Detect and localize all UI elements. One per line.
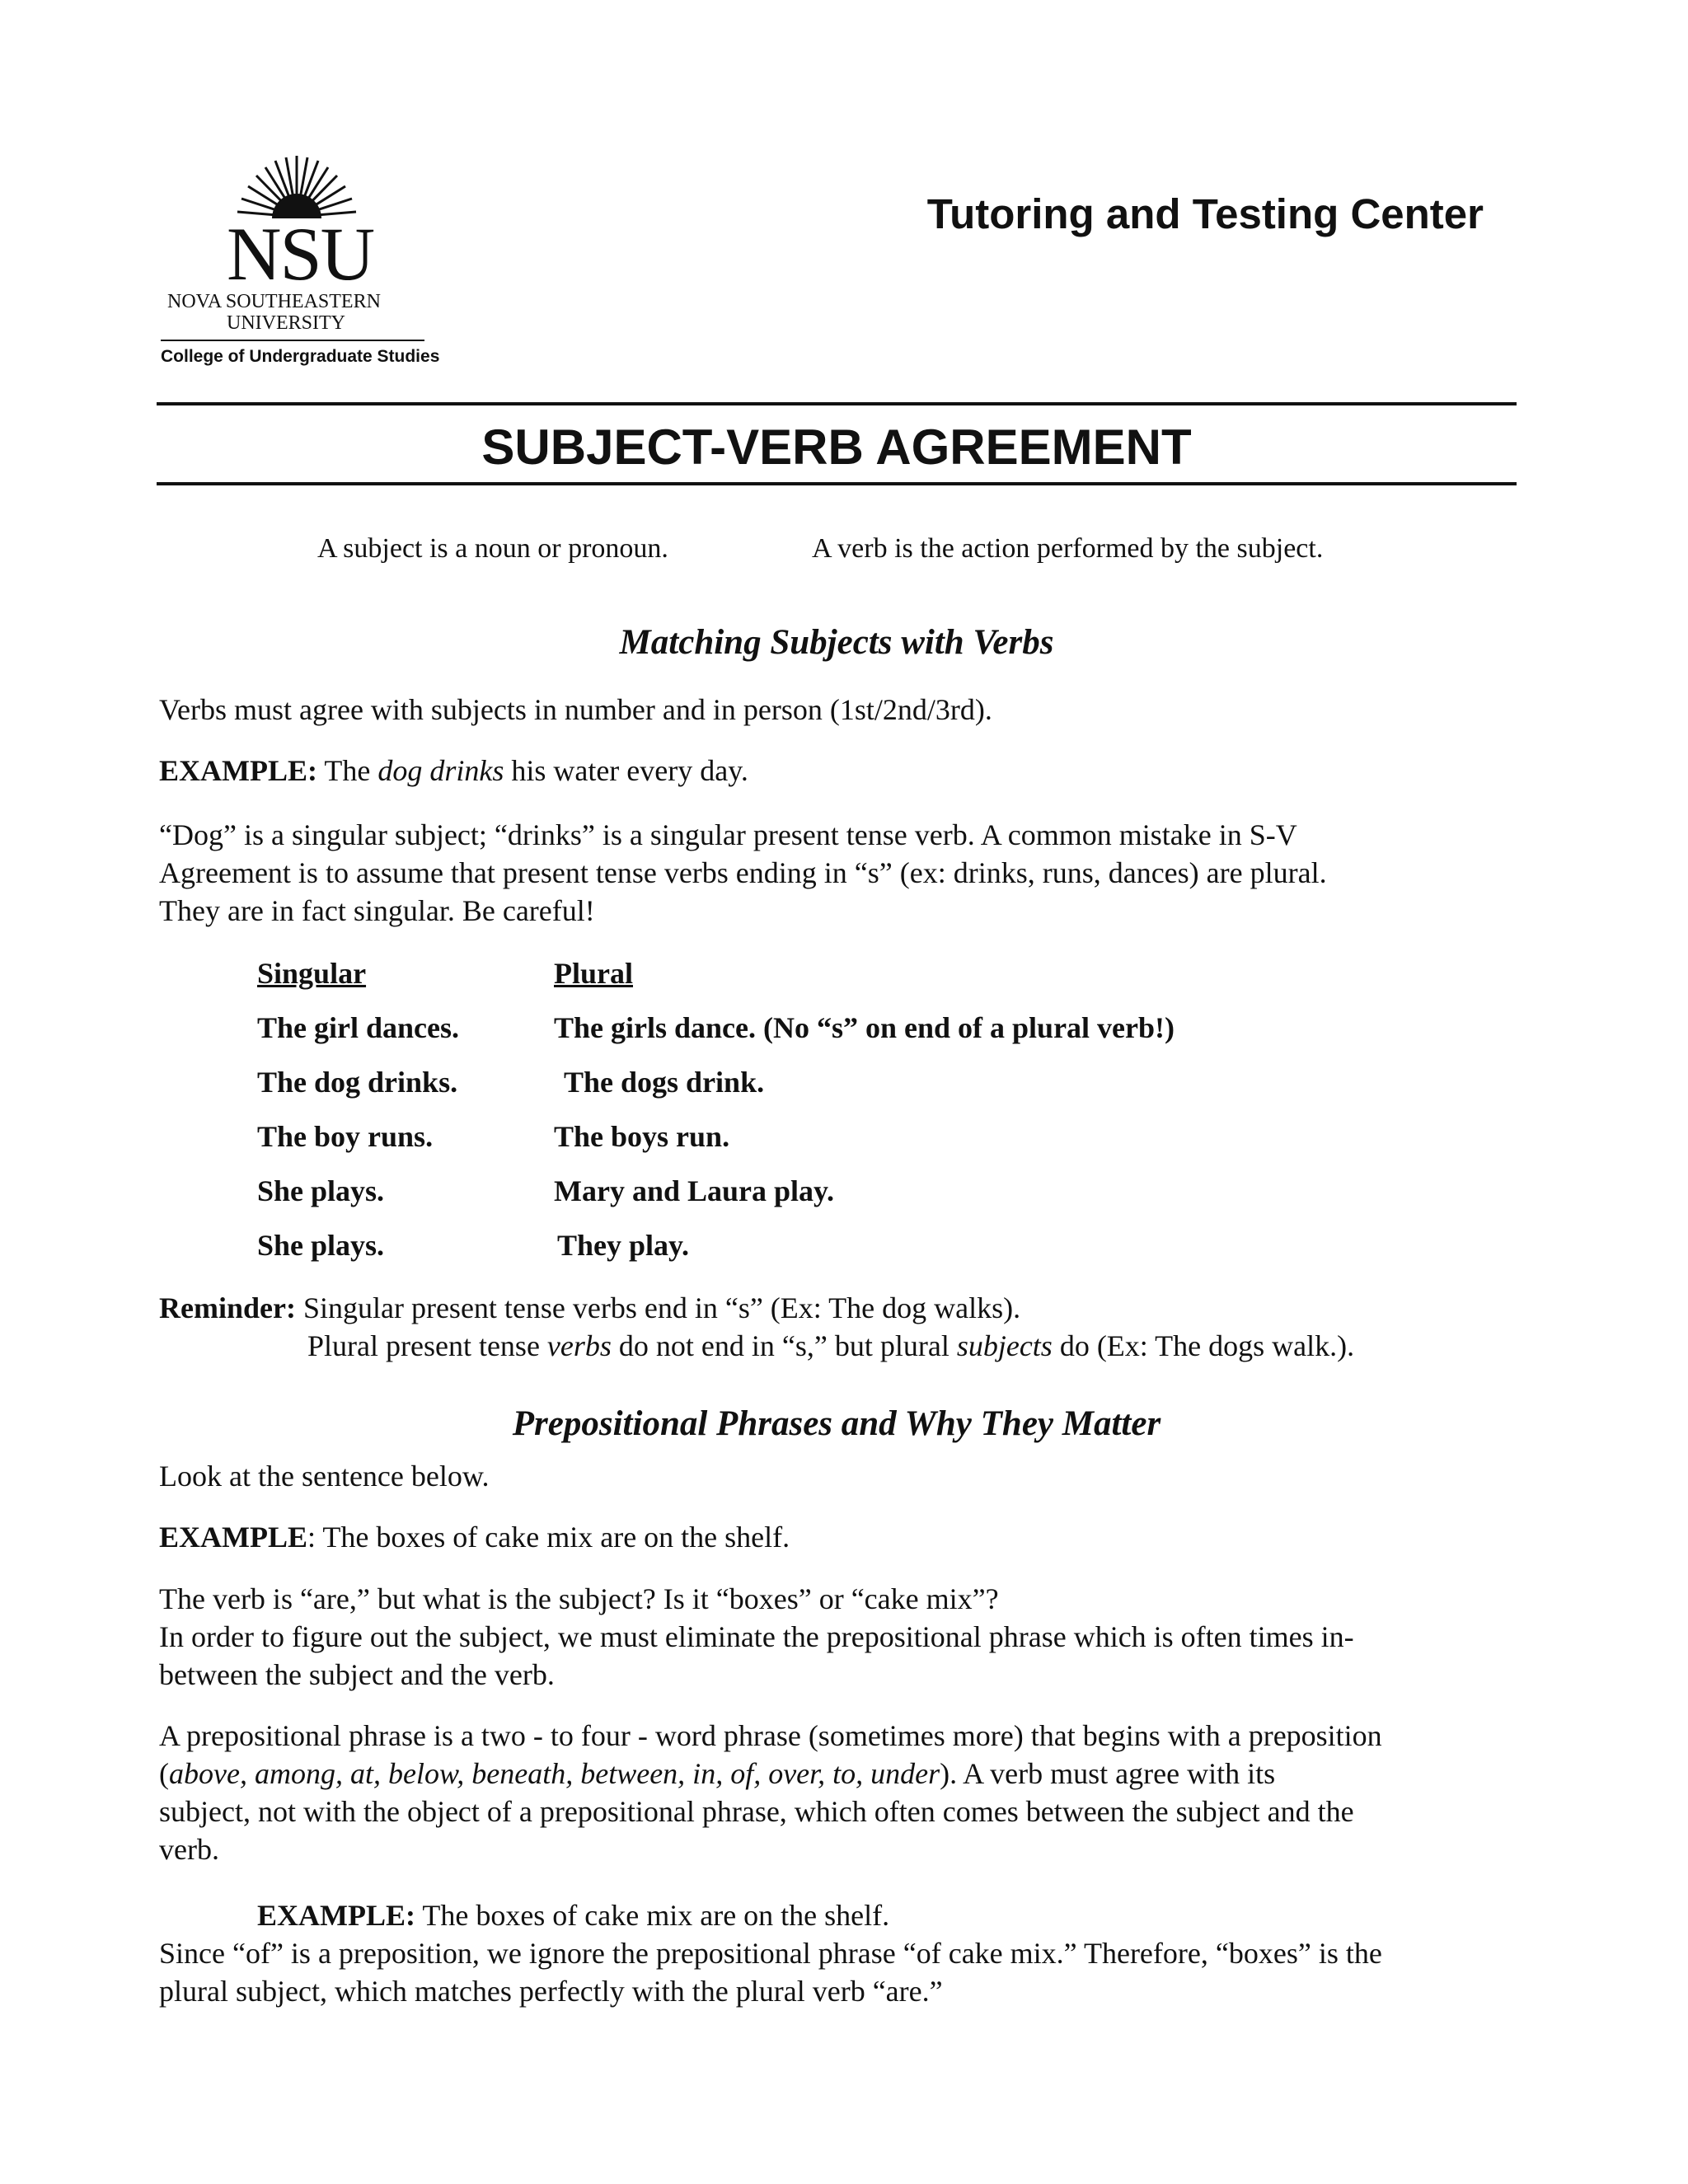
definition-line-3: subject, not with the object of a prepositional phrase, which often comes between the subject and the	[159, 1795, 1354, 1828]
example-2-label: EXAMPLE:	[257, 1899, 415, 1932]
table-row-plural: The girls dance. (No “s” on end of a plural verb!)	[554, 1011, 1175, 1044]
preposition-list: above, among, at, below, beneath, between, in, of, over, to, under	[169, 1757, 940, 1790]
section-heading-matching: Matching Subjects with Verbs	[619, 623, 1054, 662]
question-line-2: In order to figure out the subject, we must eliminate the prepositional phrase which is often times in-	[159, 1620, 1354, 1653]
definition-line-4: verb.	[159, 1833, 219, 1866]
table-row-singular: She plays.	[257, 1174, 385, 1207]
reminder-label: Reminder:	[159, 1291, 296, 1324]
explanation-line-2: Agreement is to assume that present tense verbs ending in “s” (ex: drinks, runs, dances) are plural.	[159, 856, 1327, 889]
question-line-3: between the subject and the verb.	[159, 1658, 555, 1691]
section2-intro: Look at the sentence below.	[159, 1460, 490, 1493]
plural-header: Plural	[554, 957, 633, 990]
definition-line-2a: (	[159, 1757, 169, 1790]
example-1-label: EXAMPLE	[159, 1521, 307, 1554]
question-line-1: The verb is “are,” but what is the subject? Is it “boxes” or “cake mix”?	[159, 1582, 999, 1615]
section2-question	[159, 1580, 1527, 1694]
center-title: Tutoring and Testing Center	[926, 190, 1484, 237]
logo-divider	[161, 340, 424, 341]
example-1-text: : The boxes of cake mix are on the shelf.	[307, 1521, 790, 1554]
logo-line-3: College of Undergraduate Studies	[161, 347, 440, 366]
section2-definition	[159, 1717, 1527, 1868]
table-row-singular: The girl dances.	[257, 1011, 460, 1044]
example-label: EXAMPLE:	[159, 754, 317, 787]
example-subject: dog	[377, 754, 423, 787]
reminder	[159, 1289, 1527, 1365]
section1-intro: Verbs must agree with subjects in number and in person (1st/2nd/3rd).	[159, 693, 992, 726]
logo-line-2: UNIVERSITY	[227, 312, 345, 334]
sunburst-icon	[235, 152, 359, 218]
verb-definition: A verb is the action performed by the subject.	[812, 533, 1324, 564]
logo-letters: NSU	[227, 212, 374, 296]
subject-definition: A subject is a noun or pronoun.	[317, 533, 668, 564]
example-pre: The	[317, 754, 378, 787]
nsu-logo	[161, 152, 441, 375]
reminder-line-2a: Plural present tense	[307, 1329, 547, 1362]
table-row-singular: The dog drinks.	[257, 1066, 458, 1099]
example-space	[422, 754, 429, 787]
table-row-singular: The boy runs.	[257, 1120, 434, 1153]
definition-line-2b: ). A verb must agree with its	[940, 1757, 1276, 1790]
example-post: his water every day.	[504, 754, 748, 787]
conclusion-line-2: plural subject, which matches perfectly with the plural verb “are.”	[159, 1975, 943, 2008]
title-rule-top	[157, 402, 1517, 405]
table-row-plural: The boys run.	[554, 1120, 730, 1153]
logo-line-1: NOVA SOUTHEASTERN	[167, 291, 381, 312]
table-row-plural: They play.	[557, 1229, 690, 1262]
section-heading-prepositional: Prepositional Phrases and Why They Matter	[512, 1404, 1161, 1443]
section2-example-2	[257, 1896, 889, 1934]
definition-line-1: A prepositional phrase is a two - to four - word phrase (sometimes more) that begins with a preposition	[159, 1719, 1382, 1752]
table-row-plural: Mary and Laura play.	[554, 1174, 835, 1207]
section2-conclusion	[159, 1934, 1527, 2010]
table-row-singular: She plays.	[257, 1229, 385, 1262]
page-title: SUBJECT-VERB AGREEMENT	[481, 419, 1192, 475]
section1-explanation	[159, 816, 1527, 930]
explanation-line-1: “Dog” is a singular subject; “drinks” is a singular present tense verb. A common mistake in S-V	[159, 818, 1297, 851]
reminder-verbs: verbs	[546, 1329, 612, 1362]
singular-header: Singular	[257, 957, 367, 990]
reminder-subjects: subjects	[956, 1329, 1053, 1362]
reminder-line-2b: do not end in “s,” but plural	[611, 1329, 957, 1362]
reminder-line-2c: do (Ex: The dogs walk.).	[1052, 1329, 1355, 1362]
example-2-text: The boxes of cake mix are on the shelf.	[415, 1899, 890, 1932]
section2-example-1	[159, 1518, 1527, 1556]
explanation-line-3: They are in fact singular. Be careful!	[159, 894, 595, 927]
section1-example	[159, 752, 1527, 790]
example-verb: drinks	[429, 754, 504, 787]
conclusion-line-1: Since “of” is a preposition, we ignore the prepositional phrase “of cake mix.” Therefore, “boxes” is the	[159, 1937, 1382, 1970]
table-row-plural: The dogs drink.	[564, 1066, 765, 1099]
reminder-line-1: Singular present tense verbs end in “s” (Ex: The dog walks).	[295, 1291, 1021, 1324]
title-rule-bottom	[157, 482, 1517, 485]
